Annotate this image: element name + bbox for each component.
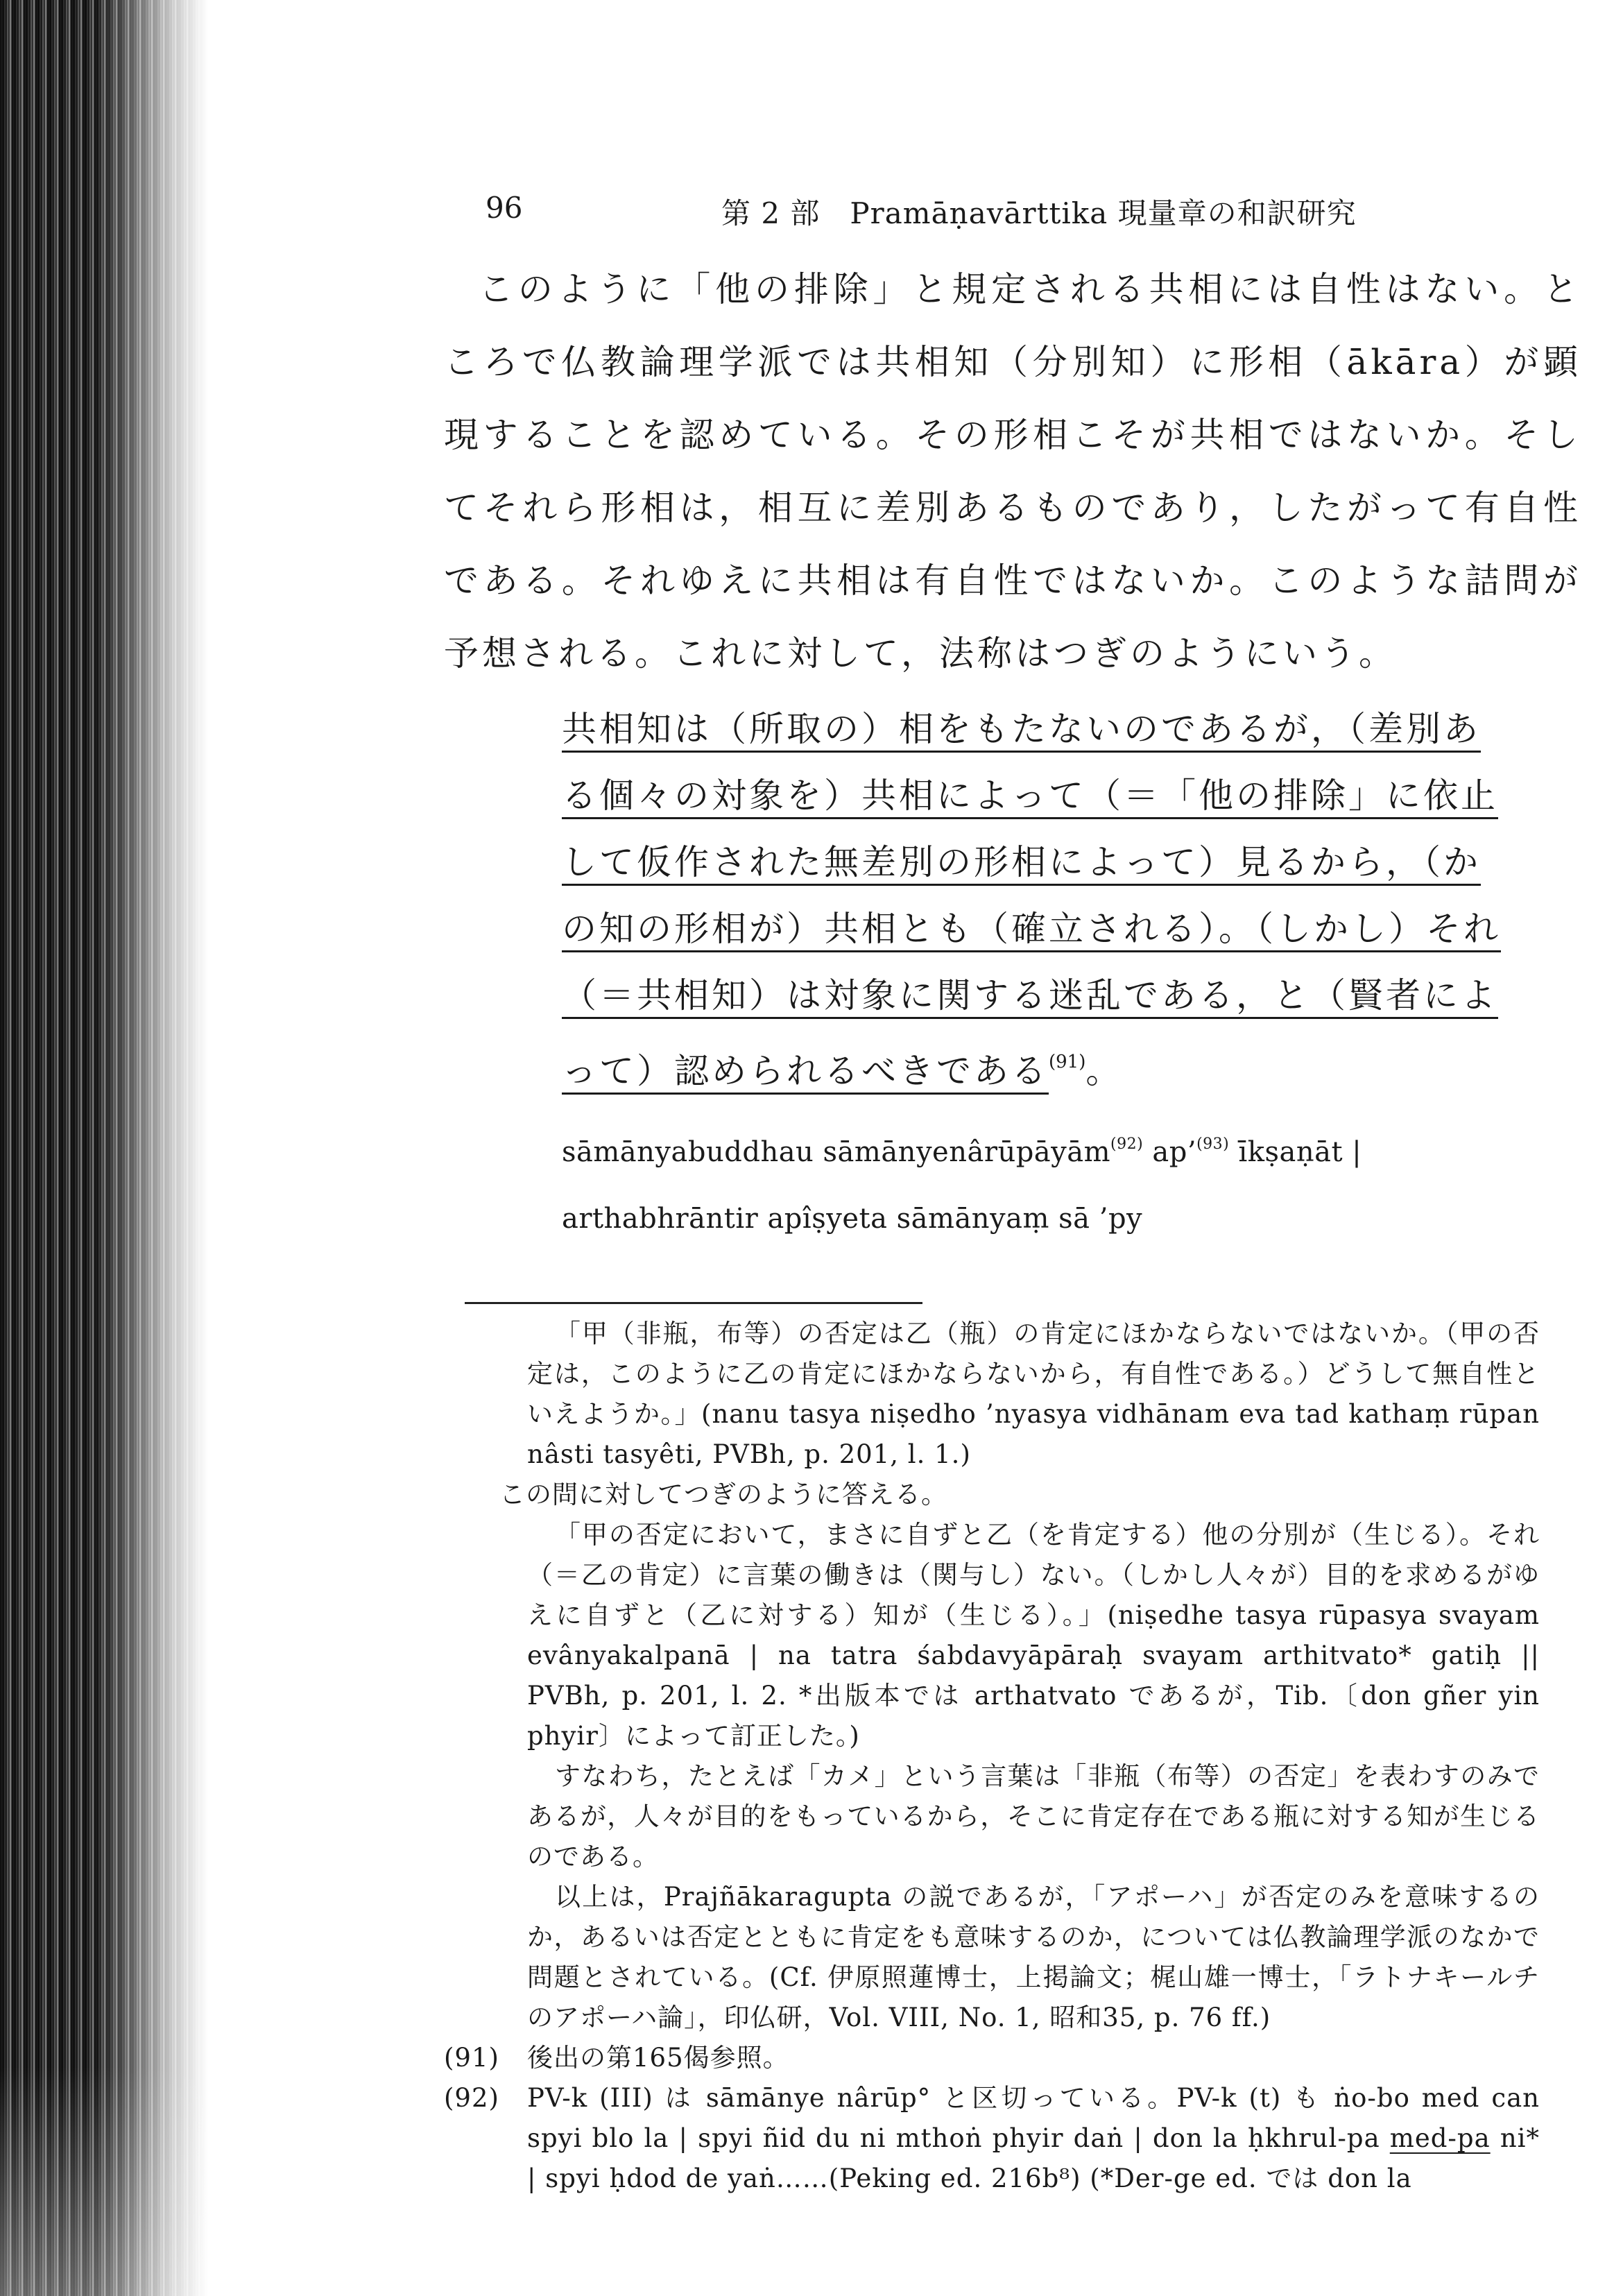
main-text (444, 253, 1581, 690)
book-page (444, 177, 1581, 2199)
footnote-91-text: 後出の第165偈参照。 (527, 2043, 789, 2073)
translation-quote (562, 696, 1505, 1104)
footnote-92-number: (92) (444, 2083, 499, 2113)
verse-line-1-part-c: īkṣaṇāt | (1229, 1136, 1362, 1168)
footnote-cont-answer-intro: この問に対してつぎのように答える。 (499, 1480, 947, 1509)
quote-end: 。 (1085, 1051, 1124, 1091)
running-title: 第 2 部 Pramāṇavārttika 現量章の和訳研究 (721, 196, 1357, 230)
footnote-cont-quote-1: 「甲（非瓶，布等）の否定は乙（瓶）の肯定にほかならないではないか。（甲の否定は，このように乙の肯定にほかならないから，有自性である。）どうして無自性といえようか。」(nanu tasya niṣedho ’nyasya vidhānam eva tad kathaṃ rūpan nâsti tasyêti, PVBh, p. 201, l. 1.) (527, 1319, 1540, 1469)
footnote-91-number: (91) (444, 2043, 499, 2073)
footnote-cont-explanation: すなわち，たとえば「カメ」という言葉は「非瓶（布等）の否定」を表わすのみであるが，人々が目的をもっているから，そこに肯定存在である瓶に対する知が生じるのである。 (527, 1761, 1540, 1871)
footnotes (444, 1314, 1581, 2199)
quote-text: 共相知は（所取の）相をもたないのであるが，（差別ある個々の対象を）共相によって（＝「他の排除」に依止して仮作された無差別の形相によって）見るから，（かの知の形相が）共相とも（確立される）。（しかし）それ（＝共相知）は対象に関する迷乱である，と（賢者によって）認められるべきである (562, 709, 1501, 1091)
footnote-92-text-a: PV-k (III) は sāmānye nârūp° と区切っている。PV-k (t) も ṅo-bo med can spyi blo la | spyi ñid du ni mthoṅ phyir daṅ | don la ḥkhrul-pa (527, 2083, 1540, 2153)
footnote-ref-91[interactable]: (91) (1049, 1052, 1086, 1072)
page-number: 96 (486, 191, 523, 225)
verse-line-2: arthabhrāntir apîṣyeta sāmānyaṃ sā ’py (562, 1203, 1143, 1235)
running-header (444, 177, 1581, 232)
footnote-cont-quote-2: 「甲の否定において，まさに自ずと乙（を肯定する）他の分別が（生じる）。それ（＝乙の肯定）に言葉の働きは（関与し）ない。（しかし人々が）目的を求めるがゆえに自ずと（乙に対する）知が（生じる）。」(niṣedhe tasya rūpasya svayam evânyakalpanā | na tatra śabdavyāpāraḥ svayam arthitvato* gatiḥ || PVBh, p. 201, l. 2. *出版本では arthatvato であるが，Tib.〔don gñer yin phyir〕によって訂正した。) (527, 1520, 1540, 1751)
footnote-continuation (527, 1314, 1540, 1475)
footnote-92-text-b: ni* | spyi ḥdod de yaṅ……(Peking ed. 216b⁸) (*Der-ge ed. では don la (527, 2123, 1540, 2193)
verse-line-1-part-a: sāmānyabuddhau sāmānyenârūpāyām (562, 1136, 1111, 1168)
footnote-continuation-2 (527, 1515, 1540, 2038)
sanskrit-verse (562, 1111, 1581, 1252)
scan-shadow-fade (0, 0, 208, 2296)
footnote-92 (444, 2078, 1581, 2199)
footnote-cont-remark: 以上は，Prajñākaragupta の説であるが，「アポーハ」が否定のみを意味するのか，あるいは否定とともに肯定をも意味するのか，については仏教論理学派のなかで問題とされている。(Cf. 伊原照蓮博士，上掲論文；梶山雄一博士，「ラトナキールチのアポーハ論」，印仏研，Vol. VIII, No. 1, 昭和35, p. 76 ff.) (527, 1882, 1540, 2032)
footnote-separator (465, 1302, 922, 1304)
body-paragraph: このように「他の排除」と規定される共相には自性はない。ところで仏教論理学派では共相知（分別知）に形相（ākāra）が顕現することを認めている。その形相こそが共相ではないか。そしてそれら形相は，相互に差別あるものであり，したがって有自性である。それゆえに共相は有自性ではないか。このような詰問が予想される。これに対して，法称はつぎのようにいう。 (444, 269, 1581, 674)
footnote-91 (444, 2038, 1581, 2078)
verse-line-1-part-b: ap’ (1143, 1136, 1197, 1168)
footnote-92-text (527, 2078, 1540, 2199)
footnote-ref-93[interactable]: (93) (1196, 1136, 1230, 1153)
footnote-ref-92[interactable]: (92) (1110, 1136, 1144, 1153)
verse-line-1 (562, 1111, 1581, 1185)
footnote-92-underlined: med-pa (1389, 2123, 1491, 2153)
